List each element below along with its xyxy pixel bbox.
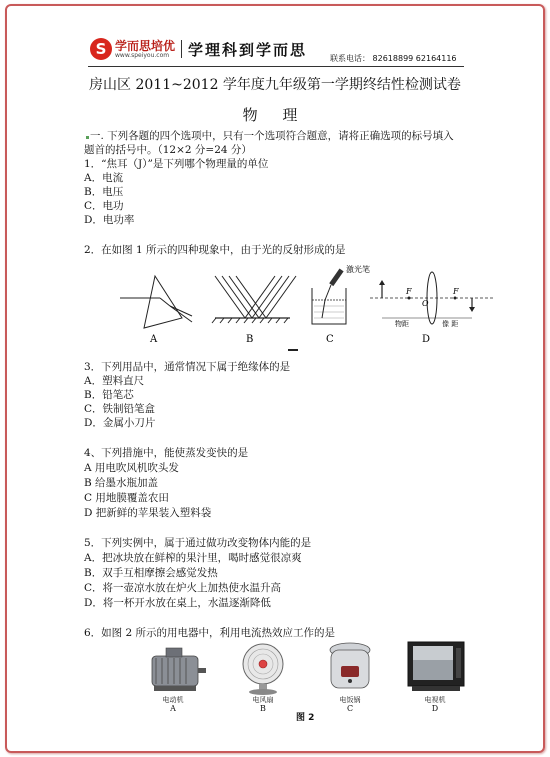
appliance-name-a: 电动机 [162,696,184,704]
figure-1c-beaker [312,264,370,345]
question-5-option-d: D．将一杯开水放在桌上，水温逐渐降低 [84,597,271,609]
figure-1-label-a: A [150,334,158,345]
question-4-option-d: D 把新鲜的苹果装入塑料袋 [84,507,212,519]
question-4-option-a: A 用电吹风机吹头发 [84,462,179,474]
margin-mark [86,136,89,139]
rice-cooker-image [330,643,370,688]
question-4-option-c: C 用地膜覆盖农田 [84,492,169,504]
question-1-stem: 1．“焦耳（J）”是下列哪个物理量的单位 [84,158,269,170]
logo-text [115,40,175,59]
appliance-name-d: 电视机 [424,696,446,704]
question-5-option-b: B．双手互相摩擦会感觉发热 [84,567,218,579]
appliance-letter-d: D [431,704,439,713]
header-rule [88,66,464,67]
appliance-name-b: 电风扇 [252,696,274,704]
appliance-name-c: 电饭锅 [339,696,361,704]
question-4-option-b: B 给墨水瓶加盖 [84,477,159,489]
logo-name: 学而思培优 [115,38,176,53]
question-3-option-a: A．塑料直尺 [84,375,145,387]
logo-icon: S [90,38,112,60]
section-instruction-line2: 题首的括号中。（12×2 分=24 分） [84,144,252,156]
question-3-option-d: D．金属小刀片 [84,417,156,429]
focus-label-right: F [453,287,459,296]
laser-label: 激光笔 [346,265,370,274]
section-instruction-line1: 一. 下列各题的四个选项中，只有一个选项符合题意，请将正确选项的标号填入 [90,130,454,142]
question-1-option-a: A．电流 [84,172,124,184]
image-distance-label: 像 距 [442,320,459,328]
figure-2-caption: 图 2 [296,713,315,723]
focus-label-left: F [406,287,412,296]
slogan: 学理科到学而思 [188,40,308,59]
figure-1a-prism [120,276,192,345]
figure-2 [140,640,480,698]
brand-header [90,36,307,62]
appliance-letter-b: B [260,704,266,713]
question-5-stem: 5．下列实例中，属于通过做功改变物体内能的是 [84,537,312,549]
figure-1b-reflection [212,276,296,345]
question-5-option-c: C．将一壶凉水放在炉火上加热使水温升高 [84,582,282,594]
appliance-letter-c: C [346,704,354,713]
question-1-option-b: B．电压 [84,186,124,198]
figure-1 [120,258,500,348]
figure-1-label-d: D [422,334,431,345]
fan-image [243,644,283,695]
motor-image [152,648,206,691]
logo-url: www.speiyou.com [115,51,170,59]
exam-title: 房山区 2011~2012 学年度九年级第一学期终结性检测试卷 [89,77,461,93]
question-6-stem: 6．如图 2 所示的用电器中，利用电流热效应工作的是 [84,627,336,639]
figure-1-label-b: B [246,334,254,345]
figure-1d-lens [370,272,495,345]
question-1-option-c: C．电功 [84,200,124,212]
contact-phone: 联系电话： 82618899 62164116 [330,54,457,63]
question-2-stem: 2．在如图 1 所示的四种现象中，由于光的反射形成的是 [84,244,346,256]
question-4-stem: 4、下列措施中，能使蒸发变快的是 [84,447,249,459]
question-3-stem: 3．下列用品中，通常情况下属于绝缘体的是 [84,361,291,373]
question-3-option-b: B．铅笔芯 [84,389,134,401]
question-5-option-a: A．把冰块放在鲜榨的果汁里，喝时感觉很凉爽 [84,552,302,564]
appliance-letter-a: A [170,704,176,713]
question-3-option-c: C．铁制铅笔盒 [84,403,156,415]
tv-image [408,642,464,691]
exam-subject: 物 理 [242,106,308,124]
logo-divider [181,40,182,58]
center-label: O [422,299,429,308]
question-1-option-d: D．电功率 [84,214,135,226]
object-distance-label: 物距 [395,320,409,328]
figure-1-label-c: C [326,334,334,345]
figure-caption-fragment [288,349,298,351]
